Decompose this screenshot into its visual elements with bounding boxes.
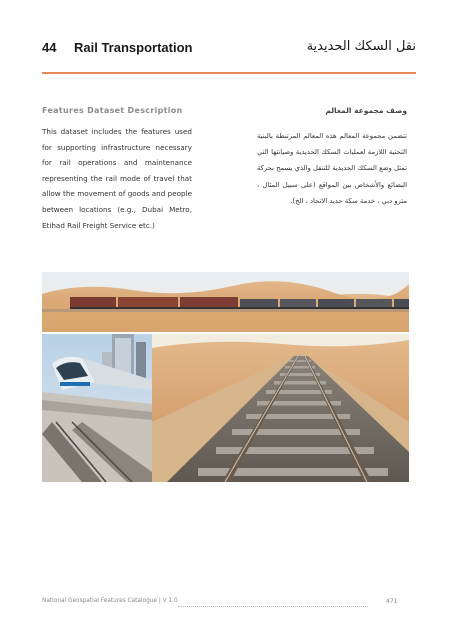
footer-catalogue-label: National Geospatial Features Catalogue | V 1.0 xyxy=(42,598,178,604)
page-header xyxy=(42,40,416,64)
header-divider xyxy=(42,72,416,74)
footer-dotted-leader xyxy=(178,598,368,607)
page-title-ar: نقل السكك الحديدية xyxy=(306,39,416,54)
dubai-metro-image xyxy=(42,334,152,482)
section-title-ar: وصف مجموعة المعالم xyxy=(325,106,407,115)
footer-page-number: 471 xyxy=(386,598,398,605)
railway-track-image xyxy=(152,334,409,482)
freight-train-desert-image xyxy=(42,272,409,332)
page-title-en: Rail Transportation xyxy=(74,40,193,55)
description-en: This dataset includes the features used for supporting infrastructure necessary for rail operations and maintenance representing the rail mode of travel that allow the movement of goods and people between locations (e.g., Dubai Metro, Etihad Rail Freight Service etc.) xyxy=(42,127,192,230)
description-ar: تتضمن مجموعة المعالم هذه المعالم المرتبطة بالبنية التحتية اللازمة لعمليات السكك الحديدية وصيانتها التي تمثل وضع السكك الحديدية للتنقل والذي يسمح بحركة البضائع والأشخاص بين المواقع (على سبيل المثال ، مترو دبي ، خدمة سكة حديد الاتحاد ، الخ). xyxy=(257,132,407,205)
section-title-en: Features Dataset Description xyxy=(42,106,183,115)
rail-photo-collage xyxy=(42,272,409,482)
page-number: 44 xyxy=(42,40,57,55)
